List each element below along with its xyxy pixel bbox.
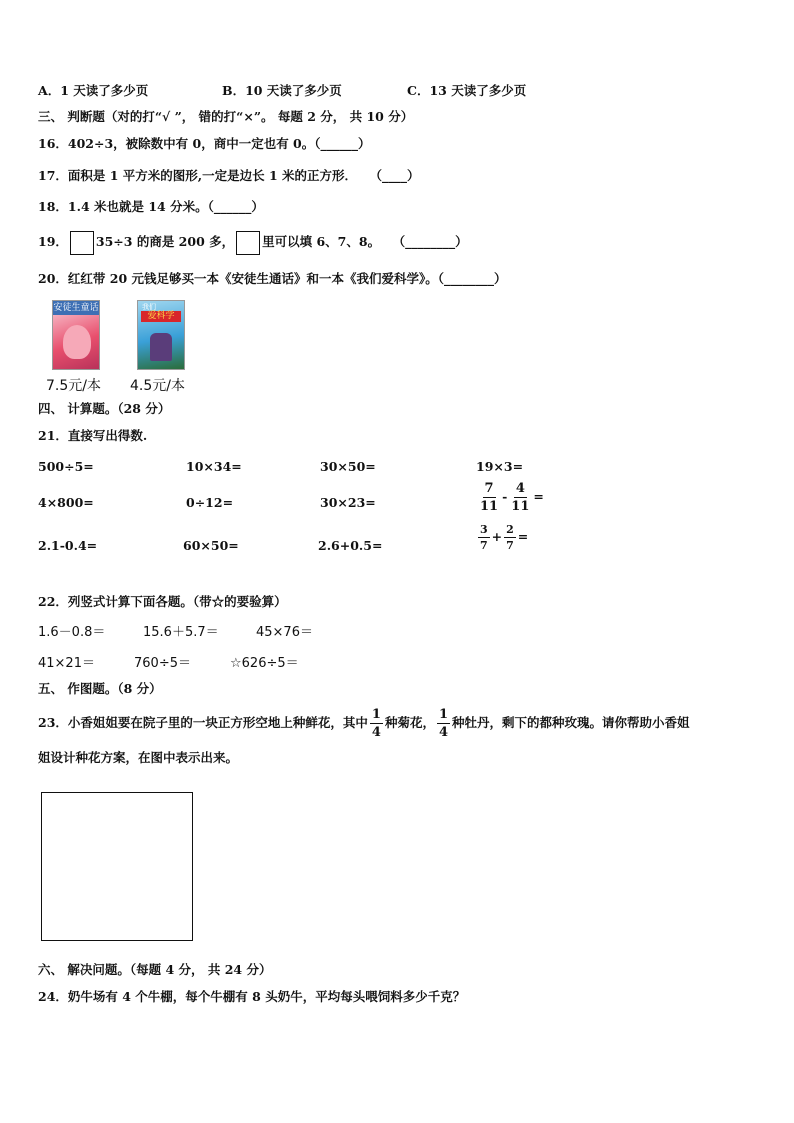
denominator: 4 — [438, 725, 449, 740]
fraction-expression-a — [476, 482, 544, 513]
q23-text: 23．小香姐姐要在院子里的一块正方形空地上种鲜花，其中 — [38, 715, 368, 730]
fraction — [478, 482, 500, 513]
section-3-title: 三、 判断题（对的打“√ ”， 错的打“×”。 每题 2 分， 共 10 分） — [38, 109, 414, 124]
heart-illustration — [63, 325, 91, 359]
blank-box — [70, 231, 94, 255]
option-a: A．1 天读了多少页 — [38, 83, 149, 98]
question-23-line2: 姐设计种花方案，在图中表示出来。 — [38, 750, 239, 765]
equals: = — [517, 529, 529, 544]
vertical-calc-item: 15.6＋5.7＝ — [143, 625, 219, 640]
question-18: 18．1.4 米也就是 14 分米。（______） — [38, 199, 264, 214]
numerator: 4 — [515, 481, 525, 496]
option-c: C．13 天读了多少页 — [407, 83, 527, 98]
q19-suffix: 里可以填 6、7、8。 （________） — [262, 234, 468, 249]
calc-item: 4×800= — [38, 495, 94, 510]
numerator: 2 — [506, 523, 514, 536]
question-21-title: 21．直接写出得数. — [38, 428, 148, 443]
numerator: 7 — [484, 481, 494, 496]
q19-middle: 35÷3 的商是 200 多， — [95, 234, 235, 249]
operator: - — [502, 489, 508, 504]
calc-item: 19×3= — [476, 459, 524, 474]
price-science: 4.5元/本 — [130, 378, 185, 394]
vertical-calc-item: ☆626÷5＝ — [230, 656, 299, 671]
vertical-calc-item: 1.6－0.8＝ — [38, 625, 106, 640]
book-title-science: 爱科学 — [141, 311, 181, 322]
fraction — [478, 524, 490, 551]
denominator: 4 — [371, 725, 381, 740]
question-23-line1 — [38, 703, 690, 743]
calc-item: 30×23= — [320, 495, 376, 510]
price-andersen: 7.5元/本 — [46, 378, 101, 394]
question-24: 24．奶牛场有 4 个牛棚，每个牛棚有 8 头奶牛，平均每头喂饲料多少千克？ — [38, 989, 466, 1004]
numerator: 1 — [438, 707, 449, 722]
numerator: 3 — [480, 523, 488, 536]
numerator: 1 — [371, 707, 381, 722]
book-title-andersen: 安徒生童话 — [53, 303, 99, 313]
calc-item: 2.6+0.5= — [318, 538, 383, 553]
blank-box — [236, 231, 260, 255]
calc-item: 500÷5= — [38, 459, 94, 474]
character-illustration — [150, 333, 172, 361]
fraction — [437, 708, 450, 739]
section-6-title: 六、 解决问题。（每题 4 分， 共 24 分） — [38, 962, 272, 977]
denominator: 11 — [480, 499, 499, 514]
q19-prefix: 19． — [38, 234, 68, 249]
equals: = — [533, 489, 544, 504]
drawing-square[interactable] — [41, 792, 193, 941]
question-20: 20．红红带 20 元钱足够买一本《安徒生通话》和一本《我们爱科学》。（________） — [38, 271, 507, 286]
question-22-title: 22．列竖式计算下面各题。（带☆的要验算） — [38, 594, 287, 609]
calc-item: 10×34= — [186, 459, 242, 474]
book-subtitle-science: 我们 — [142, 303, 156, 311]
calc-item: 2.1-0.4= — [38, 538, 98, 553]
question-16: 16．402÷3，被除数中有 0，商中一定也有 0。（______） — [38, 136, 371, 151]
calc-item: 30×50= — [320, 459, 376, 474]
denominator: 11 — [511, 499, 530, 514]
calc-item: 0÷12= — [186, 495, 234, 510]
denominator: 7 — [506, 539, 514, 552]
vertical-calc-item: 760÷5＝ — [134, 656, 191, 671]
fraction-expression-b — [476, 524, 528, 551]
q23-text: 种菊花， — [384, 715, 435, 730]
fraction — [504, 524, 516, 551]
denominator: 7 — [480, 539, 488, 552]
vertical-calc-item: 45×76＝ — [256, 625, 313, 640]
question-19 — [38, 230, 468, 255]
calc-item: 60×50= — [183, 538, 239, 553]
book-cover-science — [137, 300, 185, 370]
fraction — [509, 482, 531, 513]
vertical-calc-item: 41×21＝ — [38, 656, 95, 671]
option-b: B．10 天读了多少页 — [222, 83, 342, 98]
fraction — [370, 708, 383, 739]
book-cover-andersen — [52, 300, 100, 370]
section-4-title: 四、 计算题。（28 分） — [38, 401, 171, 416]
q23-text: 种牡丹，剩下的都种玫瑰。请你帮助小香姐 — [452, 715, 690, 730]
operator: + — [491, 529, 503, 544]
section-5-title: 五、 作图题。（8 分） — [38, 681, 162, 696]
question-17: 17．面积是 1 平方米的图形,一定是边长 1 米的正方形． （____） — [38, 168, 420, 183]
